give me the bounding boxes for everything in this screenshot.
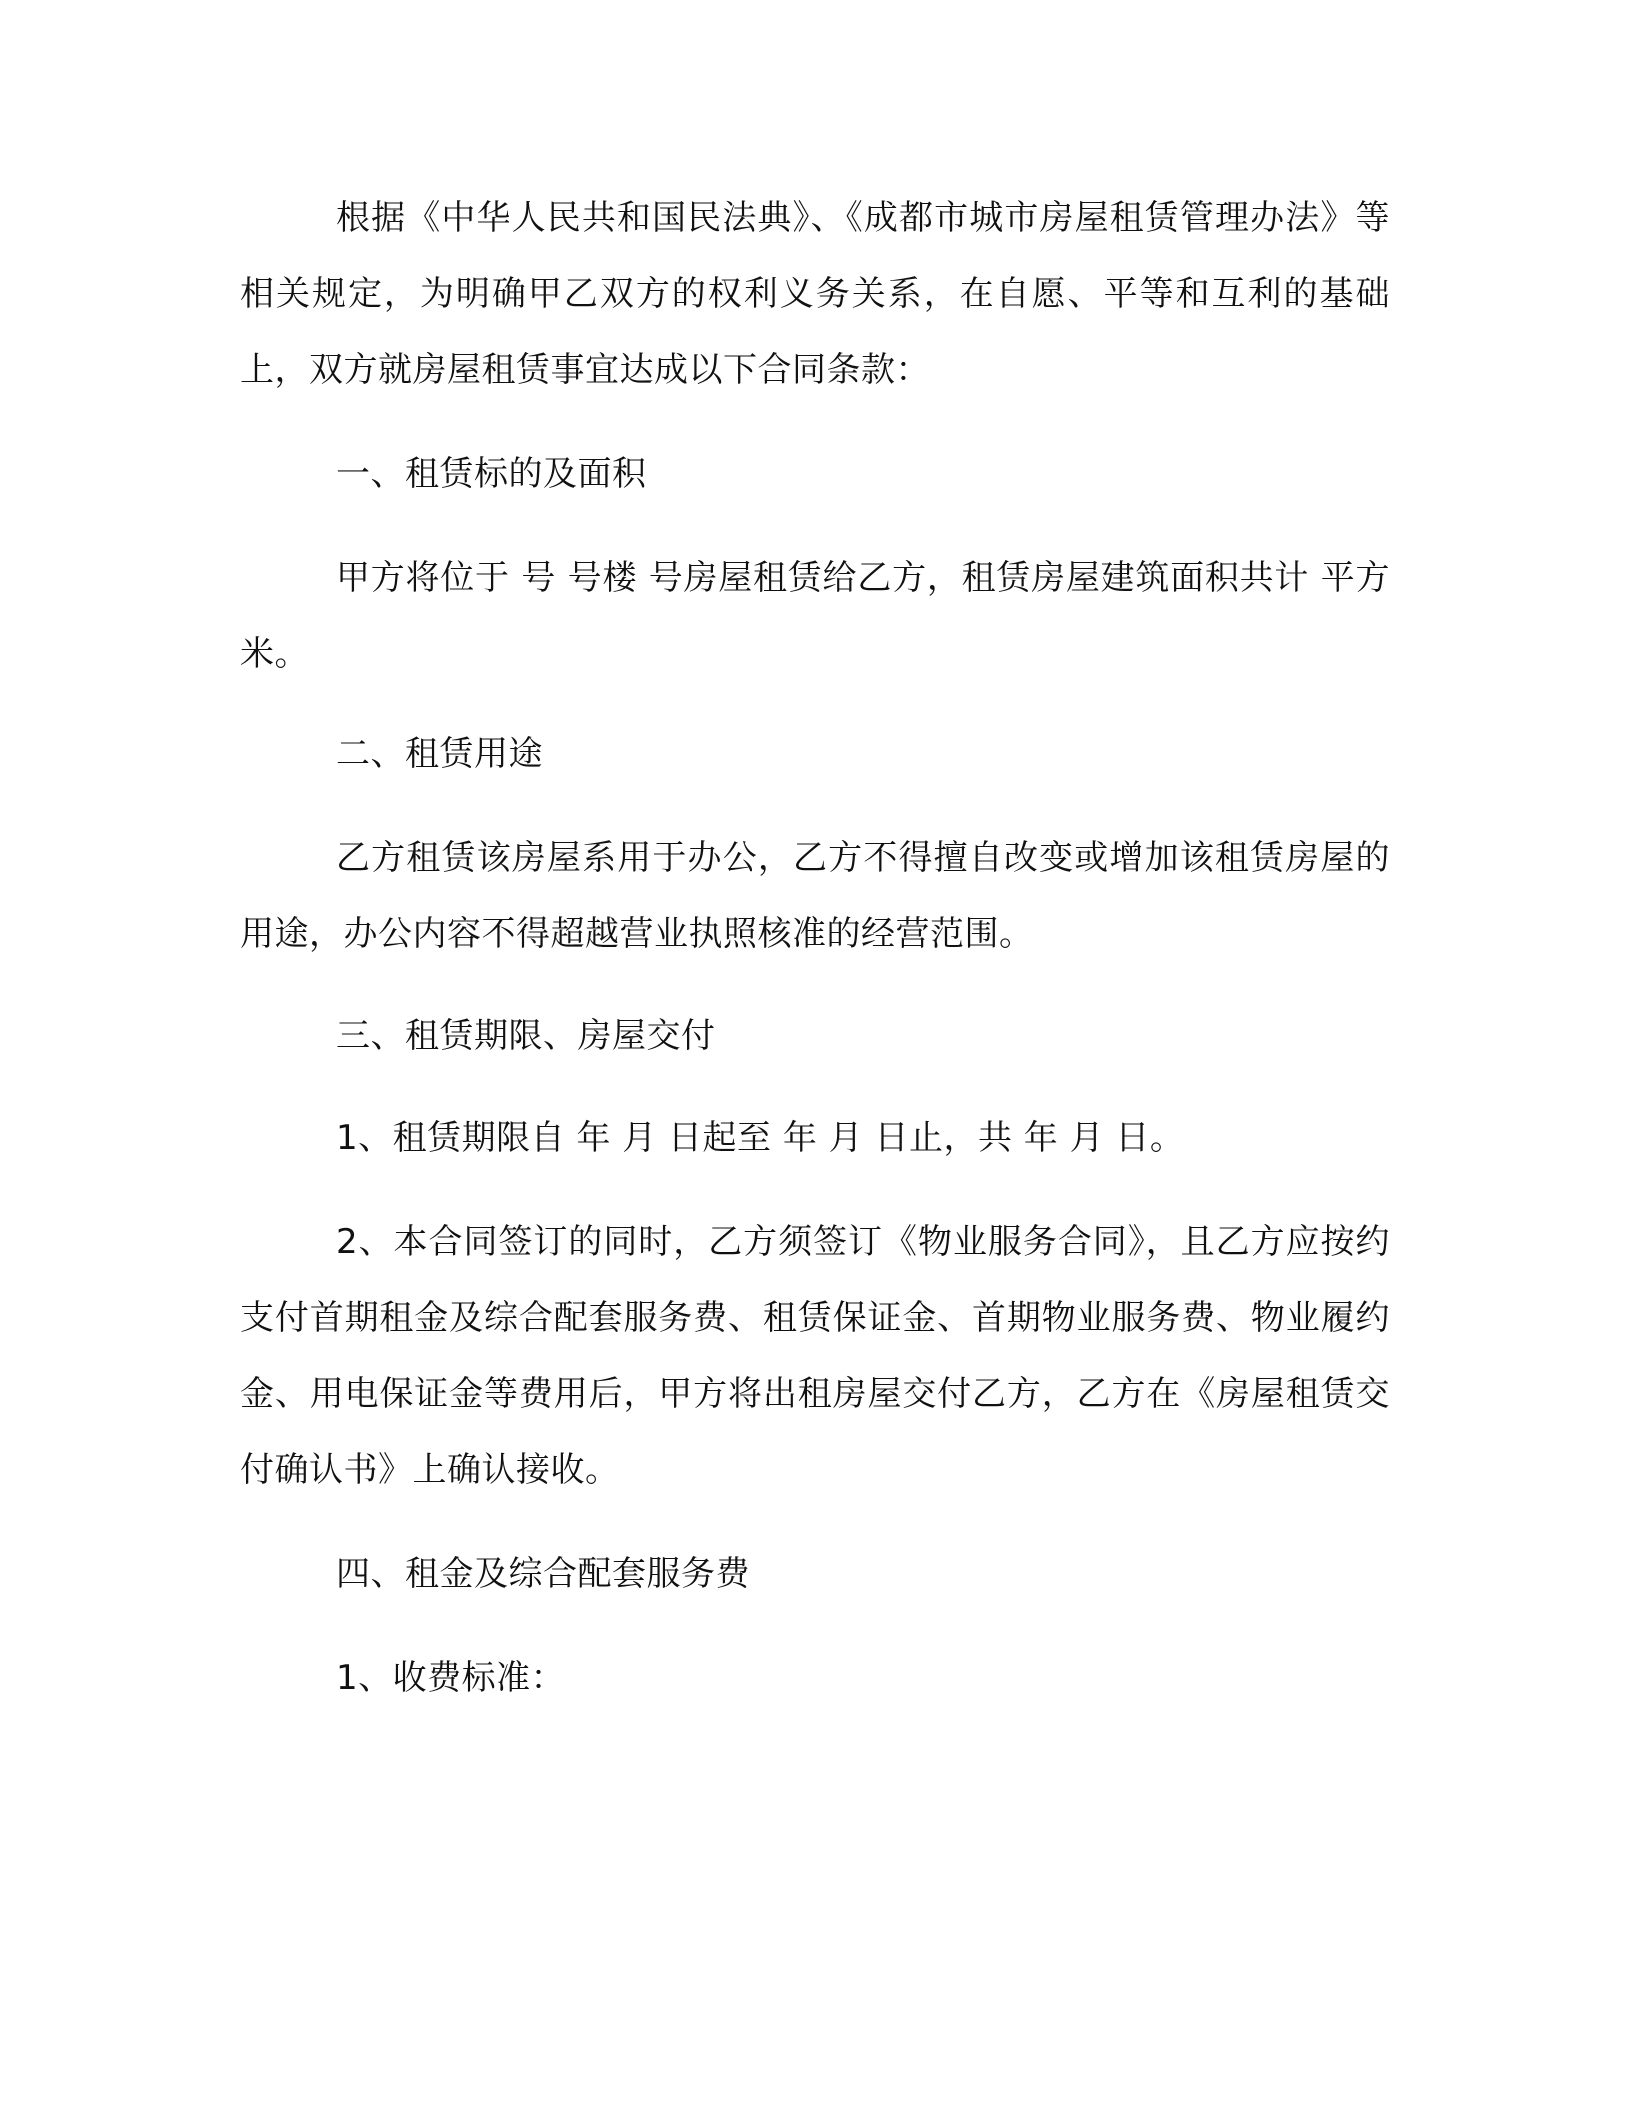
section-3-heading: 三、租赁期限、房屋交付 — [336, 1016, 716, 1056]
section-4-item-1: 1、收费标准： — [336, 1658, 566, 1698]
section-2-body: 乙方租赁该房屋系用于办公，乙方不得擅自改变或增加该租赁房屋的用途，办公内容不得超越营业执照核准的经营范围。 — [240, 838, 1390, 954]
section-3-item-1: 1、租赁期限自 年 月 日起至 年 月 日止，共 年 月 日。 — [336, 1118, 1185, 1158]
section-2-heading: 二、租赁用途 — [336, 734, 543, 774]
section-1-body: 甲方将位于 号 号楼 号房屋租赁给乙方，租赁房屋建筑面积共计 平方米。 — [240, 558, 1390, 674]
section-1-heading: 一、租赁标的及面积 — [336, 454, 647, 494]
section-4-heading: 四、租金及综合配套服务费 — [336, 1554, 750, 1594]
section-3-item-2: 2、本合同签订的同时，乙方须签订《物业服务合同》，且乙方应按约支付首期租金及综合配套服务费、租赁保证金、首期物业服务费、物业履约金、用电保证金等费用后，甲方将出租房屋交付乙方，乙方在《房屋租赁交付确认书》上确认接收。 — [240, 1222, 1390, 1490]
intro-paragraph: 根据《中华人民共和国民法典》、《成都市城市房屋租赁管理办法》等相关规定，为明确甲乙双方的权利义务关系，在自愿、平等和互利的基础上，双方就房屋租赁事宜达成以下合同条款： — [240, 198, 1390, 390]
